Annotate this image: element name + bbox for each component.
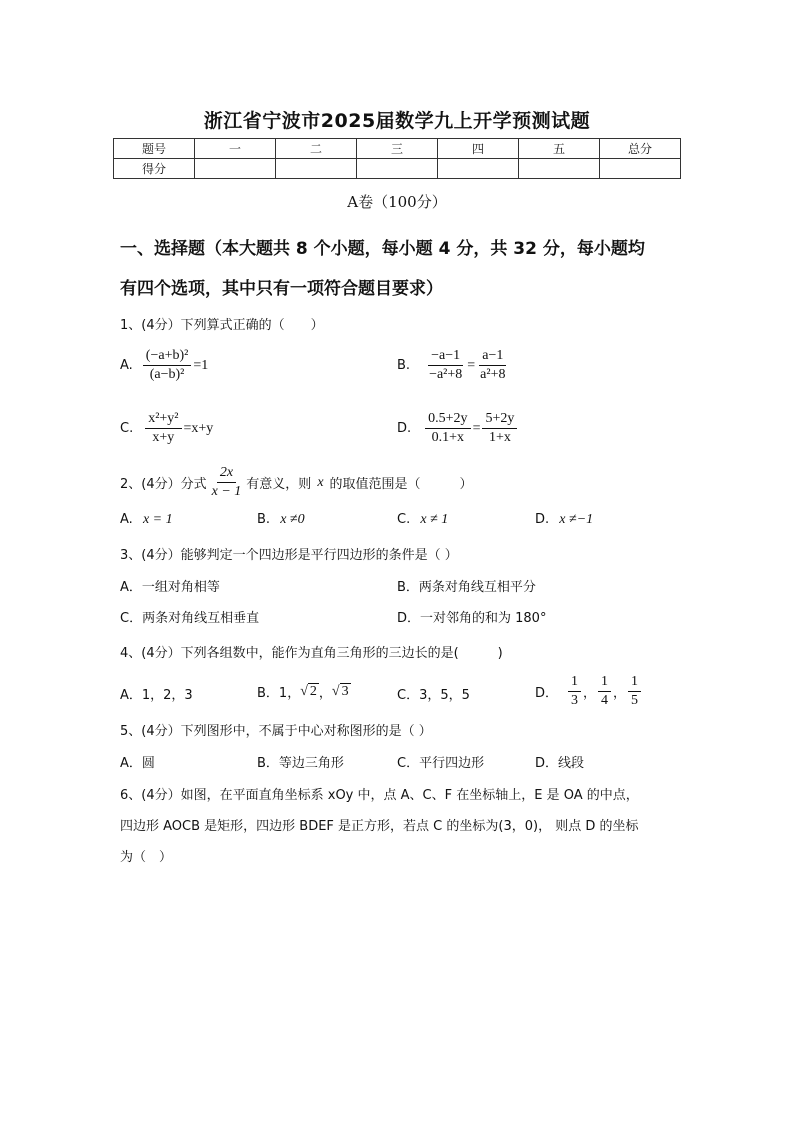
fraction [145,410,181,447]
section-heading-line2: 有四个选项，其中只有一项符合题目要求） [120,279,443,299]
question-2-option-c [397,512,448,528]
numerator: −a−1 [428,347,463,366]
option-expression: x ≠ 1 [420,512,449,527]
score-table-header-cell: 五 [519,139,600,159]
numerator: a−1 [479,347,506,366]
option-label: A. [120,512,133,527]
fraction [143,347,192,384]
question-4-option-d [535,673,643,710]
question-3-option-b: B．两条对角线互相平分 [397,580,536,595]
score-table-header-cell: 总分 [600,139,681,159]
radicand: 3 [341,683,349,699]
option-label: D. [397,421,412,436]
stem-prefix: 2、(4分）分式 [120,477,207,492]
stem-middle: 有意义，则 [246,477,312,492]
stem-suffix: 的取值范围是（ ） [329,477,473,492]
question-2-stem [120,464,473,501]
fraction [426,347,465,384]
score-table-header-cell: 四 [438,139,519,159]
page-title: 浙江省宁波市2025届数学九上开学预测试题 [203,110,591,132]
option-label: D. [535,512,550,527]
score-table-header-cell: 二 [276,139,357,159]
fraction [425,410,470,447]
question-3-option-d: D．一对邻角的和为 180° [397,611,547,626]
fraction-one-fifth [628,673,641,710]
option-label: D． [535,686,559,701]
question-1-option-a [120,347,208,384]
variable-x: x [317,474,324,490]
fraction [209,464,245,501]
score-table-header-cell: 题号 [114,139,195,159]
numerator: 2x [217,464,236,483]
denominator: 1+x [488,430,511,445]
question-1-option-d [397,410,519,447]
score-table-score-row [114,159,681,179]
denominator: 5 [631,693,639,708]
option-expression: x = 1 [142,512,173,527]
denominator: 0.1+x [431,430,465,445]
part-heading: A卷（100分） [347,193,447,211]
score-table [113,138,681,179]
option-label: C. [397,512,411,527]
denominator: (a−b)² [149,367,185,382]
equals-sign: = [467,357,476,373]
numerator: 5+2y [482,410,517,429]
score-cell [276,159,357,179]
separator: ， [613,686,627,701]
question-4-option-c: C．3，5，5 [397,688,470,703]
question-1-option-b [397,347,510,384]
score-cell [600,159,681,179]
equation-rhs: =1 [193,357,209,373]
score-cell [357,159,438,179]
option-label: B. [257,512,271,527]
question-6-line1: 6、(4分）如图，在平面直角坐标系 xOy 中，点 A、C、F 在坐标轴上，E 是 OA 的中点， [120,788,639,803]
fraction-one-third [568,673,581,710]
numerator: 0.5+2y [425,410,470,429]
numerator: 1 [568,673,581,692]
sqrt-3: √ 3 [331,683,349,699]
separator: ， [583,686,597,701]
numerator: 1 [598,673,611,692]
sqrt-2: √ 2 [300,683,317,699]
equation-rhs: =x+y [183,420,214,436]
option-expression: x ≠0 [280,512,305,527]
question-3-option-c: C．两条对角线互相垂直 [120,611,260,626]
numerator: 1 [628,673,641,692]
fraction [482,410,517,447]
question-1-option-c [120,410,213,447]
question-6-line2: 四边形 AOCB 是矩形，四边形 BDEF 是正方形，若点 C 的坐标为(3，0)， 则点 D 的坐标 [120,819,639,834]
numerator: x²+y² [145,410,181,429]
denominator: 3 [571,693,579,708]
question-4-stem: 4、(4分）下列各组数中，能作为直角三角形的三边长的是( ) [120,646,503,661]
question-2-option-d [535,512,593,528]
score-table-header-cell: 一 [195,139,276,159]
option-label: B．1， [257,686,301,701]
question-2-option-b [257,512,305,528]
equals-sign: = [472,420,481,436]
section-heading-line1: 一、选择题（本大题共 8 个小题，每小题 4 分，共 32 分，每小题均 [120,239,645,259]
fraction-one-fourth [598,673,611,710]
question-3-option-a: A．一组对角相等 [120,580,220,595]
denominator: −a²+8 [429,367,463,382]
question-5-option-c: C．平行四边形 [397,756,485,771]
score-cell [195,159,276,179]
question-4-option-b [257,682,351,701]
score-row-label: 得分 [114,159,195,179]
question-3-stem: 3、(4分）能够判定一个四边形是平行四边形的条件是（ ） [120,548,458,563]
score-cell [519,159,600,179]
denominator: a²+8 [480,367,506,382]
score-cell [438,159,519,179]
denominator: x − 1 [211,484,242,499]
question-6-line3: 为（ ） [120,850,173,865]
option-expression: x ≠−1 [559,512,594,527]
score-table-header-cell: 三 [357,139,438,159]
option-label: B. [397,358,411,373]
question-1-stem: 1、(4分）下列算式正确的（ ） [120,318,324,333]
question-2-option-a [120,512,173,528]
score-table-header-row [114,139,681,159]
separator: ， [318,686,332,701]
question-5-stem: 5、(4分）下列图形中，不属于中心对称图形的是（ ） [120,724,432,739]
option-label: C. [120,421,134,436]
numerator: (−a+b)² [143,347,192,366]
question-4-option-a: A．1，2，3 [120,688,193,703]
question-5-option-a: A．圆 [120,756,155,771]
radicand: 2 [309,683,317,699]
question-5-option-b: B．等边三角形 [257,756,344,771]
fraction [477,347,508,384]
option-label: A. [120,358,133,373]
question-5-option-d: D．线段 [535,756,585,771]
denominator: 4 [601,693,609,708]
denominator: x+y [152,430,175,445]
